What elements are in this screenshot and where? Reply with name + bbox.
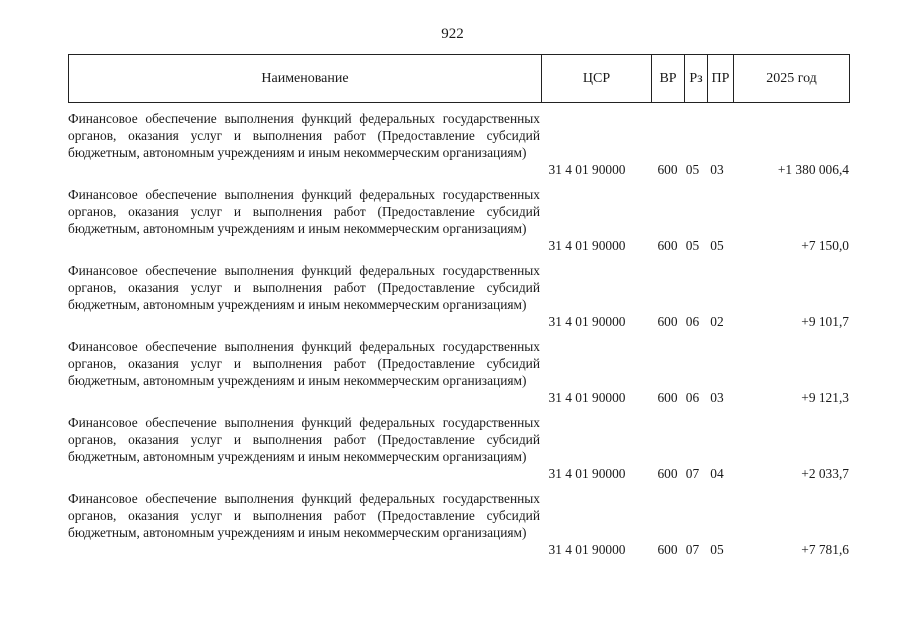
row-amount: +7 150,0 [801,238,849,253]
table-header [68,54,850,103]
row-name: Финансовое обеспечение выполнения функций федеральных государственных органов, оказания услуг и выполнения работ (Предоставление субсидий бюджетным, автономным учреждениям и иным некоммерческим организациям) [68,339,540,388]
header-year: 2025 год [766,70,817,86]
row-name: Финансовое обеспечение выполнения функций федеральных государственных органов, оказания услуг и выполнения работ (Предоставление субсидий бюджетным, автономным учреждениям и иным некоммерческим организациям) [68,263,540,312]
row-rz: 07 [685,466,700,481]
row-rz: 06 [685,314,700,329]
table-row [68,490,850,566]
row-csr: 31 4 01 90000 [548,314,626,329]
row-csr: 31 4 01 90000 [548,542,626,557]
row-csr: 31 4 01 90000 [548,466,626,481]
row-name: Финансовое обеспечение выполнения функций федеральных государственных органов, оказания услуг и выполнения работ (Предоставление субсидий бюджетным, автономным учреждениям и иным некоммерческим организациям) [68,187,540,236]
row-csr: 31 4 01 90000 [548,162,626,177]
row-csr: 31 4 01 90000 [548,390,626,405]
row-rz: 07 [685,542,700,557]
table-row [68,414,850,490]
row-vr: 600 [657,238,678,253]
row-name: Финансовое обеспечение выполнения функций федеральных государственных органов, оказания услуг и выполнения работ (Предоставление субсидий бюджетным, автономным учреждениям и иным некоммерческим организациям) [68,415,540,464]
row-name: Финансовое обеспечение выполнения функций федеральных государственных органов, оказания услуг и выполнения работ (Предоставление субсидий бюджетным, автономным учреждениям и иным некоммерческим организациям) [68,491,540,540]
table-row [68,186,850,262]
header-name: Наименование [69,55,542,102]
row-rz: 06 [685,390,700,405]
table-row [68,110,850,186]
header-pr: ПР [708,55,734,102]
row-amount: +2 033,7 [801,466,849,481]
row-vr: 600 [657,466,678,481]
table-body [68,110,850,566]
row-pr: 03 [710,162,724,177]
row-pr: 02 [710,314,724,329]
row-vr: 600 [657,314,678,329]
row-pr: 04 [710,466,724,481]
row-amount: +9 101,7 [801,314,849,329]
row-pr: 03 [710,390,724,405]
header-vr: ВР [652,55,685,102]
row-rz: 05 [685,238,700,253]
row-amount: +7 781,6 [801,542,849,557]
row-amount: +1 380 006,4 [777,162,849,177]
table-row [68,262,850,338]
header-csr: ЦСР [542,55,652,102]
row-pr: 05 [710,238,724,253]
table-row [68,338,850,414]
row-name: Финансовое обеспечение выполнения функций федеральных государственных органов, оказания услуг и выполнения работ (Предоставление субсидий бюджетным, автономным учреждениям и иным некоммерческим организациям) [68,111,540,160]
row-pr: 05 [710,542,724,557]
header-rz: Рз [685,55,708,102]
row-rz: 05 [685,162,700,177]
row-vr: 600 [657,542,678,557]
row-vr: 600 [657,390,678,405]
row-vr: 600 [657,162,678,177]
row-csr: 31 4 01 90000 [548,238,626,253]
row-amount: +9 121,3 [801,390,849,405]
page-number: 922 [441,26,464,42]
